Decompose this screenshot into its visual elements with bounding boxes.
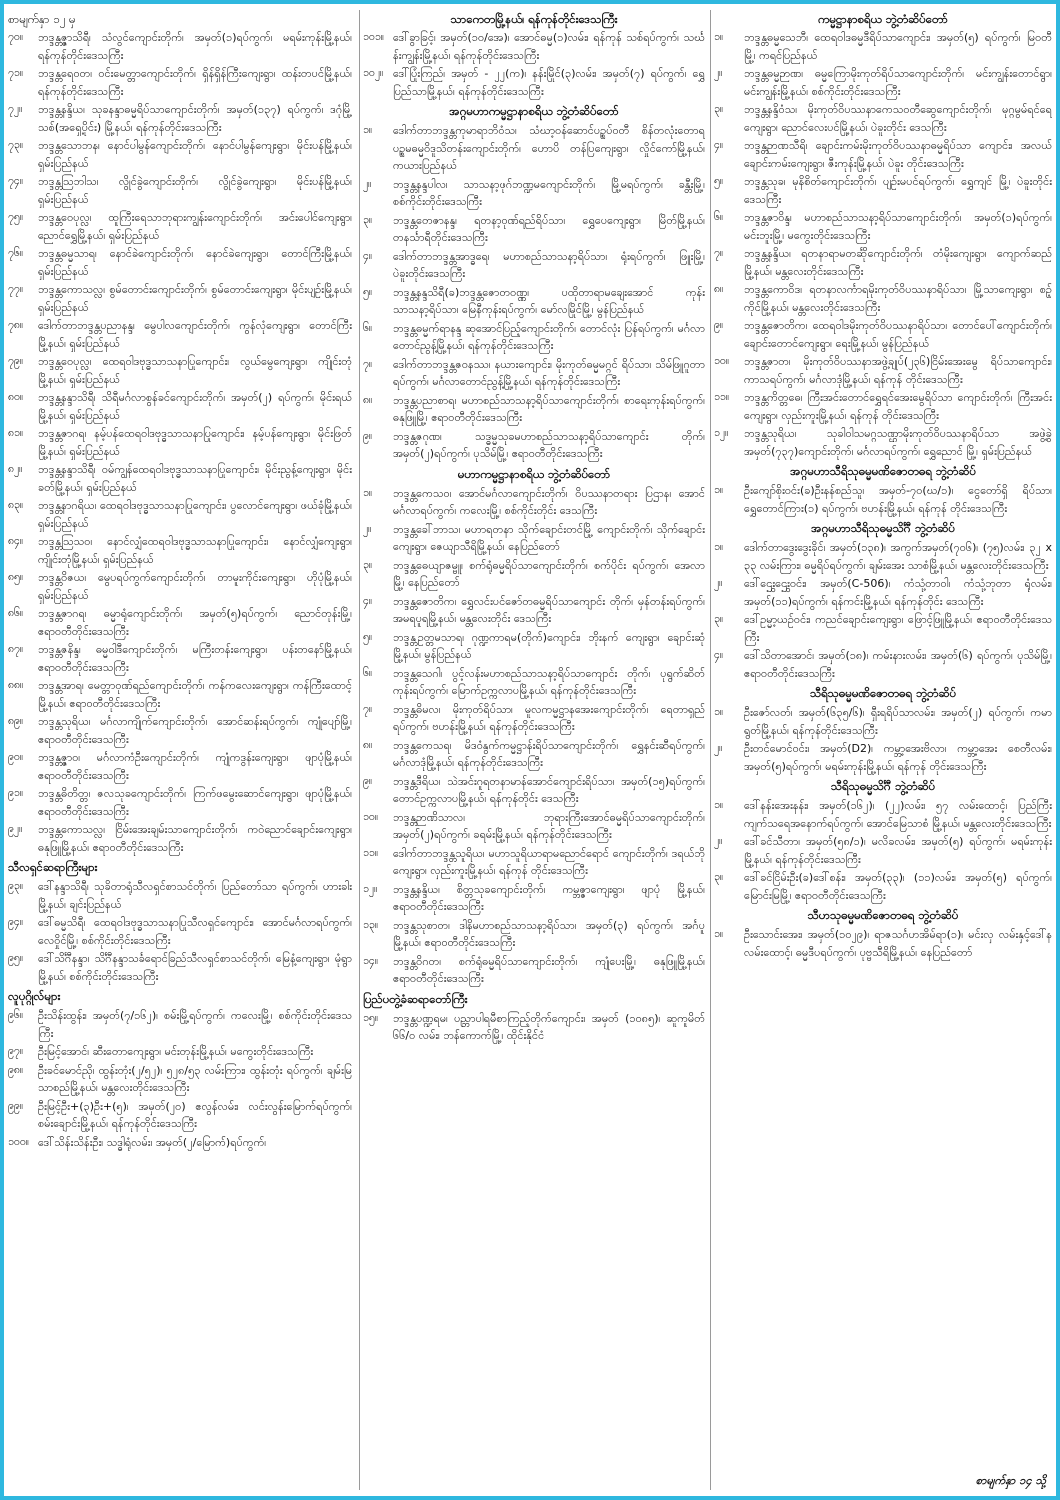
item-text: ဘဒ္ဒန္တဝေပုလ္လ၊ ထေရဝါဒဗုဒ္ဓသာသနာပြုကျောင်း၊ လွယ်မွေကျေးရွာ၊ ကျိုင်းတုံမြို့နယ်၊ ရှမ်းပြည်နယ်: [38, 355, 352, 386]
item-text: ဘဒ္ဒန္တနန္ဒာသိရီ၊ သိရီမင်္ဂလာစွန်ခင်ကျောင်းတိုက်၊ အမှတ်(၂) ရပ်ကွက်၊ မိုင်းရယ်မြို့နယ်၊ ရှမ်းပြည်နယ်: [38, 391, 352, 422]
item-text: ဘဒ္ဒန္တသေဂါ၊ ပွင့်လန်းမဟာစည်သာသနာ့ရိပ်သာကျောင်း တိုက်၊ ပုရွက်ဆိတ်ကုန်းရပ်ကွက်၊ မြောက်ဥက္ကလာပမြို့နယ်၊ ရန်ကုန်တိုင်းဒေသကြီး: [393, 666, 705, 697]
item-text: ဘဒ္ဒန္တကောသလ္လ၊ ငြိမ်းအေးချမ်းသာကျောင်းတိုက်၊ ကဝဲညောင်ချောင်းကျေးရွာ၊ ဓနုဖြူမြို့နယ်၊ ဧရာဝတီတိုင်းဒေသကြီး: [38, 823, 352, 854]
list-item: [363, 953, 705, 988]
list-item: [8, 173, 352, 208]
list-item: [714, 353, 1052, 388]
item-text: ဘဒ္ဒန္တတေဇာနန္ဒ၊ ရတနာ့ဝုဏ်ရည်ရိပ်သာ၊ ရွှေပေကျေးရွာ၊ မြိတ်မြို့နယ်၊ တနင်္သာရီတိုင်းဒေသကြီး: [393, 213, 705, 244]
item-number: ၄။: [714, 649, 724, 661]
item-number: ၇၉။: [8, 355, 23, 367]
item-text: ဘဒ္ဒန္တဓမ္မဉာဏ၊ ဓမ္မကြောမိုးကုတ်ရိပ်သာကျောင်းတိုက်၊ မင်းကျွန်းတောင်ရွာ၊ မင်းကျွန်းမြို့နယ်၊ စစ်ကိုင်းတိုင်းဒေသကြီး: [744, 67, 1052, 98]
item-number: ၉၆။: [8, 1009, 23, 1021]
item-number: ၅။: [363, 630, 373, 643]
item-text: ဘဒ္ဒန္တနန္ဒိယ၊ ရတနာရာမတင်္ဆိုကျောင်းတိုက်၊ တံမိုးကျေးရွာ၊ ကျောက်ဆည်မြို့နယ်၊ မန္တလေးတိုင်းဒေသကြီး: [744, 247, 1052, 278]
item-number: ၇။: [363, 357, 373, 370]
item-text: ဘဒ္ဒန္တဇနိန္ဒ၊ ဓမ္မဝါဒီကျောင်းတိုက်၊ မကြီးတန်းကျေးရွာ၊ ပန်းတနော်မြို့နယ်၊ ဧရာဝတီတိုင်းဒေသကြီး: [38, 643, 352, 674]
item-text: ဘဒ္ဒန္တသုခ၊ မုနိစိတ်ကျောင်းတိုက်၊ ပျဉ်းမပင်ရပ်ကွက်၊ ရွှေကျင် မြို့၊ ပဲခူးတိုင်းဒေသကြီး: [744, 175, 1052, 206]
item-text: ဒေါ်ဌွေးဌွေးဝင်း၊ အမှတ်(C-506)၊ ကံသုံ့တာဝါ၊ ကံသုံ့ဘုတာ ရုံလမ်း၊ အမှတ်(၁၁)ရပ်ကွက်၊ ရန်ကင်းမြို့နယ်၊ ရန်ကုန်တိုင်း ဒေသကြီး: [744, 577, 1052, 608]
list-item: [714, 29, 1052, 64]
item-text: ဘဒ္ဒန္တရေဝတ၊ ဝင်းမေတ္တာကျောင်းတိုက်၊ ရှိန်ရှိန်ကြီးကျေးရွာ၊ ထန်းတပင်မြို့နယ်၊ ရန်ကုန်တိုင်းဒေသကြီး: [38, 67, 352, 98]
item-number: ၂။: [714, 577, 723, 589]
item-number: ၁၀။: [363, 810, 378, 823]
list-item: [8, 497, 352, 532]
item-number: ၁၁။: [363, 846, 378, 859]
list-item: [8, 389, 352, 424]
continued-line: သာကေတမြို့နယ်၊ ရန်ကုန်တိုင်းဒေသကြီး: [450, 12, 618, 26]
item-text: ဘဒ္ဒန္တနန္ဒိယ၊ စိတ္တသုခကျောင်းတိုက်၊ ကမ္ဘဇ္ဇာကျေးရွာ၊ ဖျာပုံ မြို့နယ်၊ ဧရာဝတီတိုင်းဒေသကြီး: [393, 882, 705, 913]
item-number: ၇။: [363, 702, 373, 715]
list-item: [363, 1010, 705, 1045]
item-number: ၈။: [363, 738, 373, 751]
list-item: [714, 704, 1052, 739]
item-number: ၁၂။: [714, 427, 729, 439]
item-text: ဘဒ္ဒန္တဇာဂရ၊ ဓမ္မာရုံကျောင်းတိုက်၊ အမှတ်(၅)ရပ်ကွက်၊ ညောင်တုန်းမြို့၊ ဧရာဝတီတိုင်းဒေသကြီး: [38, 607, 352, 638]
list-item: [8, 281, 352, 316]
list-item: [363, 485, 705, 520]
item-number: ၂။: [363, 522, 372, 535]
list-item: [363, 320, 705, 355]
item-text: ဘဒ္ဒန္တနာဂရိယ၊ ထေရဝါဒဗုဒ္ဓသာသနာပြုကျောင်း၊ ပွလောင်ကျေးရွာ၊ ဖယ်ခုံမြို့နယ်၊ ရှမ်းပြည်နယ်: [38, 499, 352, 530]
item-text: ဒေါက်တာဘဒ္ဒန္တအာဒ္ဓရေ၊ မဟာစည်သာသနာ့ရိပ်သာ၊ ရုံးရပ်ကွက်၊ ဖြူးမြို့၊ ပဲခူးတိုင်းဒေသကြီး: [393, 249, 705, 280]
list-item: [363, 122, 705, 175]
item-number: ၉၁။: [8, 787, 23, 799]
list-item: [363, 557, 705, 592]
list-item: [714, 101, 1052, 136]
list-item: [8, 353, 352, 388]
section-heading: ပြည်ပတွဲ့ခံဆရာတော်ကြီး: [363, 991, 468, 1006]
item-number: ၇၇။: [8, 283, 23, 295]
item-number: ၅။: [363, 285, 373, 298]
item-text: ဒေါ်ခင်ငြိမ်းဦး(ခ)ဒေါ်စန်း၊ အမှတ်(၃၃)၊ (၁၁)လမ်း၊ အမှတ်(၅) ရပ်ကွက်၊ မြောင်းမြမြို့၊ ဧရာဝတီတိုင်းဒေသကြီး: [744, 871, 1052, 902]
item-number: ၁၄။: [363, 954, 378, 967]
item-text: ဒေါက်တာဘဒ္ဒန္တကုမာရာဘိဝံသ၊ သံဃာ့ဝန်ဆောင်ပဉ္စပ်ဝတီ စိန်တလုံးတောရပဉ္စမဓမ္မဝိဒူသိတန်းကျောင်းတိုက်၊ ဟောပိ တန်ပြကျေးရွာ၊ လှိုင်ကော်မြို့နယ်၊ ကယားပြည်နယ်: [393, 124, 705, 172]
item-text: ဦးသိန်းထွန်း၊ အမှတ်(၇/၁၆၂)၊ စမ်းမြို့ရပ်ကွက်၊ ကလေးမြို့၊ စစ်ကိုင်းတိုင်းဒေသကြီး: [38, 1009, 352, 1040]
item-number: ၁။: [714, 541, 724, 553]
item-text: ဘဒ္ဒန္တဓမ္မသေဘီ၊ ထေရဝါဒဓမ္မဒီရိပ်သာကျောင်း၊ အမှတ်(၅) ရပ်ကွက်၊ မြဝတီမြို့၊ ကရင်ပြည်နယ်: [744, 31, 1052, 62]
list-item: [8, 914, 352, 949]
item-text: ဘဒ္ဒန္တဝိဂတ၊ စက်ရုံဓမ္မရိပ်သာကျောင်းတိုက်၊ ကျုံပေးမြို့၊ ဓနုဖြူမြို့နယ်၊ ဧရာဝတီတိုင်းဒေသကြီး: [393, 954, 705, 985]
section-entries: [714, 704, 1052, 775]
list-item: [714, 389, 1052, 424]
section-heading: လူပုဂ္ဂိုလ်များ: [8, 989, 61, 1003]
item-number: ၁၃။: [363, 918, 378, 931]
item-text: ဘဒ္ဒန္တဇ္ဇာဝ၊ မင်္ဂလာကံဦးကျောင်းတိုက်၊ ကျုံကဒွန်းကျေးရွာ၊ ဖျာပုံမြို့နယ်၊ ဧရာဝတီတိုင်းဒေသကြီး: [38, 751, 352, 782]
list-item: [8, 1043, 352, 1061]
section-entries: [714, 482, 1052, 517]
item-number: ၈၂။: [8, 463, 23, 475]
item-number: ၁၁။: [714, 391, 729, 403]
item-text: ဒေါက်တာဘဒ္ဒန္တဇဝနဿ၊ နယားကျောင်း၊ မိုးကုတ်ဓမ္မမဂ္ဂင် ရိပ်သာ၊ သိမ်ဖြူဂူတာရပ်ကွက်၊ မင်္ဂလာတောင်ညွန့်မြို့နယ်၊ ရန်ကုန်တိုင်းဒေသကြီး: [393, 357, 705, 388]
continued-on-label: စာမျက်နှာ ၁၄ သို့: [975, 1474, 1046, 1487]
item-text: ဘဒ္ဒန္တဇာဝိန္ဒ၊ မဟာစည်သာသနာ့ရိပ်သာကျောင်းတိုက်၊ အမှတ်(၁)ရပ်ကွက်၊ မင်းဘူးမြို့၊ မကွေးတိုင်းဒေသကြီး: [744, 211, 1052, 242]
item-text: ဘဒ္ဒန္တဓမ္မက်ရာနန္ဒ ဆုအောင်ပြည့်ကျောင်းတိုက်၊ တောင်လုံး ပြန်ရပ်ကွက်၊ မင်္ဂလာတောင်ညွန့်မြို့နယ်၊ ရန်ကုန်တိုင်းဒေသကြီး: [393, 321, 705, 352]
list-item: [8, 1062, 352, 1097]
item-text: ဘဒ္ဒန္တနန္ဒသိရီ(ခ)ဘဒ္ဒန္တဇောတဝဏ္ဏ၊ ပထိုတာရာမချေးအောင် ကုန်းသာသနာ့ရိပ်သာ၊ မြေနီကုန်းရပ်ကွက်၊ မော်လမြိုင်မြို့၊ မွန်ပြည်နယ်: [393, 285, 705, 316]
list-item: [714, 833, 1052, 868]
item-number: ၈၉။: [8, 715, 24, 727]
item-number: ၁၅။: [363, 1011, 378, 1024]
item-number: ၁၀၀။: [8, 1135, 29, 1148]
item-text: ဘဒ္ဒန္တကောဝိဒ၊ ရတနာလင်္ကာရမိုးကုတ်ဝိပဿနာရိပ်သာ၊ မြို့သာကျေးရွာ၊ စဉ့်ကိုင်မြို့နယ်၊ မန္တလေးတိုင်းဒေသကြီး: [744, 283, 1052, 314]
item-text: ဘဒ္ဒန္တဩသဝ၊ နောင်လျှံထေရဝါဒဗုဒ္ဓသာသနာပြုကျောင်း၊ နောင်လျှံကျေးရွာ၊ ကျိုင်းတုံမြို့နယ်၊ ရှမ်းပြည်နယ်: [38, 535, 352, 566]
section-entries: [714, 797, 1052, 904]
list-item: [714, 647, 1052, 682]
item-text: ဘဒ္ဒန္တဝေပုလ္လ၊ ထူကြီးရေသာဘုရားကျွန်းကျောင်းတိုက်၊ အင်းပေါင်ကျေးရွာ၊ ညောင်ရွှေမြို့နယ်၊ ရှမ်းပြည်နယ်: [38, 211, 352, 242]
list-item: [363, 521, 705, 556]
item-number: ၇၄။: [8, 175, 23, 187]
list-item: [714, 611, 1052, 646]
item-text: ဦးမြင့်အောင်၊ ဆီးတောကျေးရွာ၊ မင်းတုန်းမြို့နယ်၊ မကွေးတိုင်းဒေသကြီး: [38, 1045, 314, 1058]
list-item: [714, 482, 1052, 517]
list-item: [363, 701, 705, 736]
item-text: ဘဒ္ဒန္တနန္ဒိဝံသ၊ မိုးကုတ်ဝိပဿနာကေသဝတီဆွေကျောင်းတိုက်၊ မုဂ္ဂမွမ်ရင်ရေကျေးရွာ၊ ညောင်လေးပင်မြို့နယ်၊ ပဲခူးတိုင်း ဒေသကြီး: [744, 103, 1052, 134]
list-item: [714, 209, 1052, 244]
item-number: ၉၂။: [8, 823, 23, 835]
column-3-entries: [714, 29, 1052, 460]
list-item: [714, 281, 1052, 316]
list-item: [714, 137, 1052, 172]
item-number: ၅။: [714, 175, 724, 187]
item-number: ၇၀။: [8, 31, 23, 43]
item-number: ၂။: [714, 835, 723, 847]
item-number: ၉၅။: [8, 952, 23, 964]
item-text: ဒေါ်နန္ဒာသိရီ၊ သုခိတာရုံသီလရှင်စာသင်တိုက်၊ ပြည်တော်သာ ရပ်ကွက်၊ ဟားခါးမြို့နယ်၊ ချင်းပြည်နယ်: [38, 880, 352, 911]
item-number: ၃။: [714, 613, 724, 625]
section-entries: [8, 1007, 352, 1151]
list-item: [8, 461, 352, 496]
column-3: [710, 10, 1052, 1490]
item-number: ၄။: [363, 249, 373, 262]
item-number: ၉၇။: [8, 1045, 23, 1057]
item-text: ဘဒ္ဒန္တသုရိယ၊ မင်္ဂလာကျိုက်ကျောင်းတိုက်၊ အောင်ဆန်းရပ်ကွက်၊ ကျုံပျော်မြို့၊ ဧရာဝတီတိုင်းဒေသကြီး: [38, 715, 352, 746]
item-text: ဘဒ္ဒန္တဇောတိက၊ ရွှေလင်းပင်ဇော်တဓမ္မရိပ်သာကျောင်း တိုက်၊ မှန်တန်းရပ်ကွက်၊ အမရပူရမြို့နယ်၊ မန္တလေးတိုင်း ဒေသကြီး: [393, 594, 705, 625]
item-text: ဒေါ်ပြုံးကြည်၊ အမှတ် - ၂၂(က)၊ နန်းမြိုင်(၃)လမ်း၊ အမှတ်(၇) ရပ်ကွက်၊ ရွှေပြည်သာမြို့နယ်၊ ရန်ကုန်တိုင်းဒေသကြီး: [393, 67, 705, 98]
item-number: ၁။: [714, 484, 724, 496]
item-text: ဘဒ္ဒန္တဇဂုဏ၊ သဒ္ဓမ္မသုခမဟာစည်သာသနာ့ရိပ်သာကျောင်း တိုက်၊ အမှတ်(၂)ရပ်ကွက်၊ ပုသိမ်မြို့၊ ဧရာဝတီတိုင်းဒေသကြီး: [393, 429, 705, 460]
list-item: [8, 245, 352, 280]
list-item: [8, 425, 352, 460]
item-number: ၇၁။: [8, 67, 23, 79]
item-number: ၉၀။: [8, 751, 23, 763]
item-number: ၁။: [714, 31, 724, 43]
section-heading: သီဟသုဓမ္မမဏိဇောတဓရ ဘွဲ့တံဆိပ်: [807, 908, 959, 922]
item-text: ဒေါ်သိင်္ဂီနန္ဒာ၊ သိင်္ဂီနန္ဒာသင်္ခရောင်ခြည်သီလရှင်စာသင်တိုက်၊ မြေနံ့ကျေးရွာ၊ မုံရွာမြို့နယ်၊ စစ်ကိုင်းတိုင်းဒေသကြီး: [38, 952, 352, 983]
item-text: ဒေါက်တာဘဒ္ဒန္တပညာနန္ဒ၊ မွေပါလကျောင်းတိုက်၊ ကွန်လုံကျေးရွာ၊ တောင်ကြီးမြို့နယ်၊ ရှမ်းပြည်နယ်: [38, 319, 352, 350]
item-number: ၉၈။: [8, 1063, 24, 1076]
item-text: ဘဒ္ဒန္တဒီရိယ၊ သဲအင်းဂူရတနာမာန်အောင်ကျောင်းရိပ်သာ၊ အမှတ်(၁၅)ရပ်ကွက်၊ တောင်ဥက္ကလာပမြို့နယ်၊ ရန်ကုန်တိုင်း ဒေသကြီး: [393, 774, 705, 805]
item-text: ဦးဇော်လတ်၊ အမှတ်(၆၃၅/၆)၊ ရှီးရရိပ်သာလမ်း၊ အမှတ်(၂) ရပ်ကွက်၊ ကမာရွတ်မြို့နယ်၊ ရန်ကုန်တိုင်းဒေသကြီး: [744, 706, 1052, 737]
item-text: ဘဒ္ဒန္တခေါ်ဘာသ၊ မဟာရတနာ သိုက်ချောင်းတင်မြို့ ကျောင်းတိုက်၊ သိုက်ချောင်းကျေးရွာ၊ ဇေယျာသီရိမြို့နယ်၊ နေပြည်တော်: [393, 522, 705, 553]
item-number: ၂။: [363, 177, 372, 190]
item-text: ဒေါ်ဥမ္မာ့ယဉ်ဝင်း၊ ကညင်ချောင်းကျေးရွာ၊ ဖြောင့်ဖြူမြို့နယ်၊ ဧရာဝတီတိုင်းဒေသကြီး: [744, 613, 1052, 644]
item-text: ဘဒ္ဒန္တသောဘန၊ နောင်ပါမွန်ကျောင်းတိုက်၊ နောင်ပါမွန်ကျေးရွာ၊ မိုင်းပန်မြို့နယ်၊ ရှမ်းပြည်နယ်: [38, 139, 352, 170]
column-1-entries: [8, 29, 352, 856]
list-item: [714, 926, 1052, 961]
item-number: ၁။: [363, 486, 373, 499]
list-item: [363, 65, 705, 100]
item-number: ၉။: [363, 429, 373, 442]
list-item: [363, 593, 705, 628]
item-text: ဒေါ်သိတာအောင်၊ အမှတ်(၁၈)၊ ကမ်းနားလမ်း၊ အမှတ်(၆) ရပ်ကွက်၊ ပုသိမ်မြို့၊ ဧရာဝတီတိုင်းဒေသကြီး: [744, 649, 1052, 680]
list-item: [8, 209, 352, 244]
item-number: ၉၉။: [8, 1099, 23, 1112]
item-number: ၁။: [714, 928, 724, 940]
item-text: ဘဒ္ဒန္တဇာဂရ၊ နမ့်ပန်ထေရဝါဒဗုဒ္ဓသာသနာပြုကျောင်း၊ နမ့်ပန်ကျေးရွာ၊ မိုင်းဖြတ်မြို့နယ်၊ ရှမ်းပြည်နယ်: [38, 427, 352, 458]
item-number: ၁။: [714, 799, 724, 811]
item-number: ၃။: [363, 213, 373, 226]
list-item: [8, 137, 352, 172]
item-number: ၉။: [714, 319, 724, 331]
section-heading: အဂ္ဂမဟာကမ္မဋ္ဌာနာစရိယ ဘွဲ့တံဆိပ်တော်: [449, 104, 619, 118]
item-number: ၉၄။: [8, 916, 23, 928]
item-number: ၆။: [363, 666, 373, 679]
list-item: [714, 740, 1052, 775]
item-number: ၈၇။: [8, 643, 24, 655]
list-item: [8, 713, 352, 748]
item-number: ၈၆။: [8, 607, 24, 619]
column-2-entries: [363, 29, 705, 100]
item-text: ဒေါက်တာဒွေးဒွေးခိုင်၊ အမှတ်(၁၃၈)၊ အကွက်အမှတ်(၇၀၆)၊ (၇၅)လမ်း၊ ၃၂ x ၃၃ လမ်းကြား၊ ဓမ္မရိပ်ရပ်ကွက်၊ ချမ်းအေး သာစံမြို့နယ်၊ မန္တလေးတိုင်းဒေသကြီး: [744, 541, 1052, 572]
item-number: ၇၃။: [8, 139, 23, 151]
section-heading: သီလရှင်ဆရာကြီးများ: [8, 860, 98, 874]
item-text: ဘဒ္ဒန္တနန္ဒပါလ၊ သာသနာ့ဖုဂ်ဘဏ္ဍမကျောင်းတိုက်၊ မြို့မရပ်ကွက်၊ ခန္တီးမြို့၊ စစ်ကိုင်းတိုင်းဒေသကြီး: [393, 177, 705, 208]
item-text: ဘဒ္ဒန္တဓေယျာဇမ္ဗူ၊ စက်ရုံဓမ္မရိပ်သာကျောင်းတိုက်၊ စက်ပိုင်း ရပ်ကွက်၊ အေလာမြို့၊ နေပြည်တော်: [393, 558, 705, 589]
item-text: ဘဒ္ဒန္တသုစာတ၊ ဒါနိမဟာစည်သာသနာ့ရိပ်သာ၊ အမှတ်(၃) ရပ်ကွက်၊ အင်္ဂပူမြို့နယ်၊ ဧရာဝတီတိုင်းဒေသကြီး: [393, 918, 705, 949]
item-number: ၇၂။: [8, 103, 23, 115]
list-item: [363, 845, 705, 880]
item-number: ၄။: [714, 139, 724, 151]
item-text: ဘဒ္ဒန္တသုရိယ၊ သုခါဝါသမဂ္ဂသဏ္ဌာမိုးကုတ်ဝိပဿနာရိပ်သာ အဖွဲ့ခွဲအမှတ်(၇၃၇)ကျောင်းတိုက်၊ မင်္ဂလာရပ်ကွက်၊ ရွှေညောင် မြို့၊ ရှမ်းပြည်နယ်: [744, 427, 1052, 458]
list-item: [363, 881, 705, 916]
list-item: [363, 737, 705, 772]
list-item: [8, 1098, 352, 1133]
item-text: ဦးတင်မောင်ဝင်း၊ အမှတ်(D2)၊ ကမ္ဘာ့အေးဗိလာ၊ ကမ္ဘာ့အေး စေတီလမ်း၊ အမှတ်(၅)ရပ်ကွက်၊ မရမ်းကုန်းမြို့နယ်၊ ရန်ကုန် တိုင်းဒေသကြီး: [744, 742, 1052, 773]
column-1: [8, 10, 352, 1490]
list-item: [8, 785, 352, 820]
list-item: [8, 749, 352, 784]
list-item: [8, 533, 352, 568]
item-number: ၈။: [363, 393, 373, 406]
item-number: ၈၈။: [8, 679, 24, 691]
list-item: [714, 173, 1052, 208]
item-text: ဘဒ္ဒန္တဇ္ဇာသိရီ၊ သံလွင်ကျောင်းတိုက်၊ အမှတ်(၁)ရပ်ကွက်၊ မရမ်းကုန်းမြို့နယ်၊ ရန်ကုန်တိုင်းဒေသကြီး: [38, 31, 352, 62]
item-number: ၃။: [363, 558, 373, 571]
list-item: [714, 539, 1052, 574]
list-item: [8, 569, 352, 604]
item-text: ဦးသောင်းအေး၊ အမှတ်(၁၀၂၉)၊ ရာဇသင်္ဂဟအိမ်ရာ(၁)၊ မင်းလှ လမ်းနှင့်ဒေါ်နလမ်းထောင့်၊ ဓမ္မဒီပရပ်ကွက်၊ ပုဗ္ဗသီရိမြို့နယ်၊ နေပြည်တော်: [744, 928, 1052, 959]
item-number: ၄။: [363, 594, 373, 607]
list-item: [714, 797, 1052, 832]
item-text: ဦးခင်မောင်ညို၊ ထွန်းတုံး(၂/၅၂)၊ ၅၂၈/၅၃ လမ်းကြား၊ ထွန်းတုံး ရပ်ကွက်၊ ချမ်းမြသာစည်မြို့နယ်၊ မန္တလေးတိုင်းဒေသကြီး: [38, 1063, 352, 1094]
item-text: ဒေါ်သိန်းသိန်းဦး၊ သဒ္ဓါရုံလမ်း၊ အမှတ်(၂/မြောက်)ရပ်ကွက်၊: [38, 1135, 267, 1149]
list-item: [8, 317, 352, 352]
section-heading: သီရိသုဓမ္မမဏိဇောတဓရ ဘွဲ့တံဆိပ်: [809, 686, 957, 700]
section-entries: [363, 1010, 705, 1045]
list-item: [363, 773, 705, 808]
list-item: [8, 950, 352, 985]
item-number: ၂။: [714, 742, 723, 754]
item-number: ၈၄။: [8, 535, 24, 547]
list-item: [363, 29, 705, 64]
list-item: [8, 101, 352, 136]
list-item: [363, 356, 705, 391]
section-entries: [8, 878, 352, 985]
item-text: ဘဒ္ဒန္တပဏ္ဍရမ၊ ပည္ဘာပါရမီစာကြည့်တိုက်ကျောင်း၊ အမှတ် (၁၀၈၅)၊ ဆူကူမိတ် ၆၆/၀ လမ်း၊ ဘန်ကောက်မြို့၊ ထိုင်းနိုင်ငံ: [393, 1011, 705, 1042]
item-text: ဘဒ္ဒန္တကေသရ၊ မိဒဝံနွက်ကမ္မဋ္ဌာန်းရိပ်သာကျောင်းတိုက်၊ ရွှေနင်းဆီရပ်ကွက်၊ မင်္ဂလာဒုံမြို့နယ်၊ ရန်ကုန်တိုင်းဒေသကြီး: [393, 738, 705, 769]
item-number: ၇၆။: [8, 247, 23, 259]
item-number: ၈၅။: [8, 571, 24, 583]
list-item: [8, 1134, 352, 1152]
item-number: ၁။: [363, 124, 373, 136]
item-text: ဘဒ္ဒန္တဇောတိက၊ ထေရဝါဒမိုးကုတ်ဝိပဿနာရိပ်သာ၊ တောင်ပေါ်ကျောင်းတိုက်၊ ချောင်းတောင်ကျေးရွာ၊ ရေးမြို့နယ်၊ မွန်ပြည်နယ်: [744, 319, 1052, 350]
item-text: ဘဒ္ဒန္တကေသဝ၊ အောင်မင်္ဂလာကျောင်းတိုက်၊ ဝိပဿနာတရား ပြဌာန၊ အောင်မင်္ဂလာရပ်ကွက်၊ ကလေးမြို့၊ စစ်ကိုင်းတိုင်း ဒေသကြီး: [393, 486, 705, 517]
item-text: ဘဒ္ဒန္တဩဘါသ၊ လွိုင်ခွဲကျောင်းတိုက်၊ လွိုင်ခွဲကျေးရွာ၊ မိုင်းပန်မြို့နယ်၊ ရှမ်းပြည်နယ်: [38, 175, 352, 206]
list-item: [8, 1007, 352, 1042]
item-text: ဘဒ္ဒန္တကိတ္တဓေ၊ ကြီးအင်းတောင်ရွှေရင်အေးမွေရိပ်သာ ကျောင်းတိုက်၊ ကြီးအင်းကျေးရွာ၊ လှည်းကူးမြို့နယ်၊ ရန်ကုန် တိုင်းဒေသကြီး: [744, 391, 1052, 422]
item-text: ဘဒ္ဒန္တဇာတ၊ မိုးကုတ်ဝိပဿနာအဖွဲ့ချုပ်(၂၃၆)ငြိမ်းအေးမွေ ရိပ်သာကျောင်း၊ ကာသရပ်ကွက်၊ မင်္ဂလာဒုံမြို့နယ်၊ ရန်ကုန် တိုင်းဒေသကြီး: [744, 355, 1052, 386]
item-number: ၂။: [714, 67, 723, 79]
list-item: [714, 869, 1052, 904]
list-item: [8, 641, 352, 676]
item-number: ၆။: [714, 211, 724, 223]
item-text: ဘဒ္ဒန္တဉာဏိသာလ၊ ဘုရားကြီးအောင်ဓမ္မရိပ်သာကျောင်းတိုက်၊ အမှတ်(၂)ရပ်ကွက်၊ ခရမ်းမြို့နယ်၊ ရန်ကုန်တိုင်းဒေသကြီး: [393, 810, 705, 841]
list-item: [363, 917, 705, 952]
list-item: [714, 425, 1052, 460]
section-heading: အဂ္ဂမဟာသီရိသုဓမ္မမဏိဇောတဓရ ဘွဲ့တံဆိပ်: [790, 464, 976, 478]
column-2: [359, 10, 705, 1490]
list-item: [363, 428, 705, 463]
list-item: [363, 809, 705, 844]
item-text: ဘဒ္ဒန္တဥတ္တမသာရ၊ ဂုဏ္ဍကာရမ(တိုက်)ကျောင်း၊ ဘိုးနက် ကျေးရွာ၊ ချောင်းဆုံမြို့နယ်၊ မွန်ပြည်နယ်: [393, 630, 705, 661]
item-number: ၃။: [714, 103, 724, 115]
list-item: [363, 629, 705, 664]
item-text: ဒေါက်တာဘဒ္ဒန္တသူရိယ၊ မဟာသူရိယာရာမညောင်ရောင် ကျောင်းတိုက်၊ ဒရယ်ဘိုကျေးရွာ၊ လှည်းကူးမြို့နယ်၊ ရန်ကုန် တိုင်းဒေသကြီး: [393, 846, 705, 877]
item-text: ဘဒ္ဒန္တပညာစာရ၊ မဟာစည်သာသနာ့ရိပ်သာကျောင်းတိုက်၊ စာရေးကုန်းရပ်ကွက်၊ ဓနုဖြူမြို့၊ ဧရာဝတီတိုင်းဒေသကြီး: [393, 393, 705, 424]
list-item: [363, 176, 705, 211]
item-text: ဒေါ်ခွာခြင့်၊ အမှတ်(၁၀/အေ)၊ အောင်ဓမ္မ(၁)လမ်း၊ ရန်ကုန် သစ်ရပ်ကွက်၊ သင်္ဃန်းကျွန်းမြို့နယ်၊ ရန်ကုန်တိုင်းဒေသကြီး: [393, 31, 705, 62]
list-item: [8, 605, 352, 640]
item-text: ဘဒ္ဒန္တအာရ၊ မေတ္တာဝုဏ်ရည်ကျောင်းတိုက်၊ ကန်ကလေးကျေးရွာ၊ ကန်ကြီးထောင့်မြို့နယ်၊ ဧရာဝတီတိုင်းဒေသကြီး: [38, 679, 352, 710]
list-item: [363, 392, 705, 427]
item-text: ဘဒ္ဒန္တနန္ဒိယ၊ သုခနန္ဒာဓမ္မရိပ်သာကျောင်းတိုက်၊ အမှတ်(၁၃၇) ရပ်ကွက်၊ ဒဂုံမြို့သစ်(အရှေ့ပိုင်း) မြို့နယ်၊ ရန်ကုန်တိုင်းဒေသကြီး: [38, 103, 352, 134]
item-text: ဒေါ်နန်းအေးနန်း၊ အမှတ်(၁၆၂)၊ (၂၂)လမ်း၊ ၅၇ လမ်းထောင့်၊ ပြည်ကြီးကျက်သရေအနောက်ရပ်ကွက်၊ အောင်မြေသာစံ မြို့နယ်၊ မန္တလေးတိုင်းဒေသကြီး: [744, 799, 1052, 830]
section-entries: [363, 485, 705, 988]
item-number: ၇၈။: [8, 319, 24, 331]
section-entries: [714, 926, 1052, 961]
list-item: [8, 65, 352, 100]
item-text: ဘဒ္ဒန္တဓိတိတ္တ၊ ဇလသုခကျောင်းတိုက်၊ ကြက်ဖမွေးဆောင်ကျေးရွာ၊ ဖျာပုံမြို့နယ်၊ ဧရာဝတီတိုင်းဒေသကြီး: [38, 787, 352, 818]
column-3-heading: ကမ္မဋ္ဌာနာစရိယ ဘွဲ့တံဆိပ်တော်: [818, 12, 948, 26]
item-text: ဘဒ္ဒန္တနန္ဒာသိရီ၊ ဝမ်ကျွန်ထေရဝါဒဗုဒ္ဓသာသနာပြုကျောင်း၊ မိုင်းညွန့်ကျေးရွာ၊ မိုင်းခတ်မြို့နယ်၊ ရှမ်းပြည်နယ်: [38, 463, 352, 494]
item-number: ၉။: [363, 774, 373, 787]
item-number: ၈။: [714, 283, 724, 295]
item-text: ဦးမြင့်ဦး+(၃)ဦး+(၅)၊ အမှတ်(၂၀) ဧလွန်လမ်း၊ လင်းလွန်းမြောက်ရပ်ကွက်၊ စမ်းချောင်းမြို့နယ်၊ ရန်ကုန်တိုင်းဒေသကြီး: [38, 1099, 352, 1130]
item-number: ၁။: [714, 706, 724, 718]
item-number: ၁၂။: [363, 882, 378, 895]
list-item: [363, 212, 705, 247]
item-text: ဘဒ္ဒန္တဉာဏသီရိ၊ ချောင်းကမ်းမိုးကုတ်ဝိပဿနာဓမ္မရိပ်သာ ကျောင်း၊ အလယ်ချောင်းကမ်းကျေးရွာ၊ ဇီးကုန်းမြို့နယ်၊ ပဲခူး တိုင်းဒေသကြီး: [744, 139, 1052, 170]
item-text: ဘဒ္ဒန္တကောသလ္လ၊ စွမ်တောင်းကျောင်းတိုက်၊ စွမ်တောင်းကျေးရွာ၊ မိုင်းပျဉ်းမြို့နယ်၊ ရှမ်းပြည်နယ်: [38, 283, 352, 314]
section-heading: အဂ္ဂမဟာသီရိသုဓမ္မသိင်္ဂီ ဘွဲ့တံဆိပ်: [811, 521, 955, 535]
list-item: [8, 29, 352, 64]
list-item: [714, 317, 1052, 352]
list-item: [363, 248, 705, 283]
item-number: ၈၃။: [8, 499, 24, 511]
item-text: ဒေါ်ဓမ္မသိရီ၊ ထေရဝါဒဗုဒ္ဓသာသနာပြုသီလရှင်ကျောင်း၊ အောင်မင်္ဂလာရပ်ကွက်၊ လေဝှိုင်မြို့၊ စစ်ကိုင်းတိုင်းဒေသကြီး: [38, 916, 352, 947]
list-item: [363, 665, 705, 700]
section-heading: သီရိသုဓမ္မသိင်္ဂီ ဘွဲ့တံဆိပ်: [830, 779, 936, 793]
item-number: ၁၀။: [714, 355, 729, 367]
item-text: ဒေါ်ခင်သီတာ၊ အမှတ်(၅၈/၁)၊ မလိခလမ်း၊ အမှတ်(၅) ရပ်ကွက်၊ မရမ်းကုန်းမြို့နယ်၊ ရန်ကုန်တိုင်းဒေသကြီး: [744, 835, 1052, 866]
list-item: [8, 677, 352, 712]
list-item: [714, 575, 1052, 610]
newspaper-page: [4, 4, 1056, 1496]
list-item: [714, 245, 1052, 280]
list-item: [8, 821, 352, 856]
item-text: ဘဒ္ဒန္တဓမ္မသာရ၊ နောင်ခဲကျောင်းတိုက်၊ နောင်ခဲကျေးရွာ၊ တောင်ကြီးမြို့နယ်၊ ရှမ်းပြည်နယ်: [38, 247, 352, 278]
list-item: [363, 284, 705, 319]
section-heading: မဟာကမ္မဋ္ဌာနာစရိယ ဘွဲ့တံဆိပ်တော်: [457, 466, 611, 481]
section-entries: [363, 122, 705, 463]
item-number: ၁၀၂။: [363, 67, 384, 79]
item-number: ၈၁။: [8, 427, 24, 439]
item-number: ၆။: [363, 321, 373, 334]
list-item: [714, 65, 1052, 100]
item-text: ဘဒ္ဒန္တဝိဇယ၊ မွေပရပ်ကွက်ကျောင်းတိုက်၊ တာမူးကိုင်းကျေးရွာ၊ ဟိုပုံမြို့နယ်၊ ရှမ်းပြည်နယ်: [38, 571, 352, 602]
item-number: ၁၀၁။: [363, 31, 384, 43]
item-text: ဘဒ္ဒန္တဓိမလ၊ မိုးကုတ်ရိပ်သာ၊ မူလကမ္မဋ္ဌာနအေးကျောင်းတိုက်၊ ရေတာရှည်ရပ်ကွက်၊ ဗဟန်းမြို့နယ်၊ ရန်ကုန်တိုင်းဒေသကြီး: [393, 702, 705, 733]
item-number: ၈၀။: [8, 391, 24, 403]
section-entries: [714, 539, 1052, 682]
item-text: ဦးကျော်စိုးဝင်း(ခ)ဦးနန်စည်သူ၊ အမှတ်-၇၀(ဃ/၁)၊ ငွေတော်ရှိ ရိပ်သာ၊ ရွှေတောင်ကြား(၁) ရပ်ကွက်၊ ဗဟန်းမြို့နယ်၊ ရန်ကုန် တိုင်းဒေသကြီး: [744, 484, 1052, 515]
list-item: [8, 878, 352, 913]
item-number: ၉၃။: [8, 880, 23, 892]
item-number: ၇၅။: [8, 211, 23, 223]
item-number: ၇။: [714, 247, 724, 259]
continued-from-label: စာမျက်နှာ ၁၂ မှ: [8, 12, 76, 26]
item-number: ၃။: [714, 871, 724, 883]
